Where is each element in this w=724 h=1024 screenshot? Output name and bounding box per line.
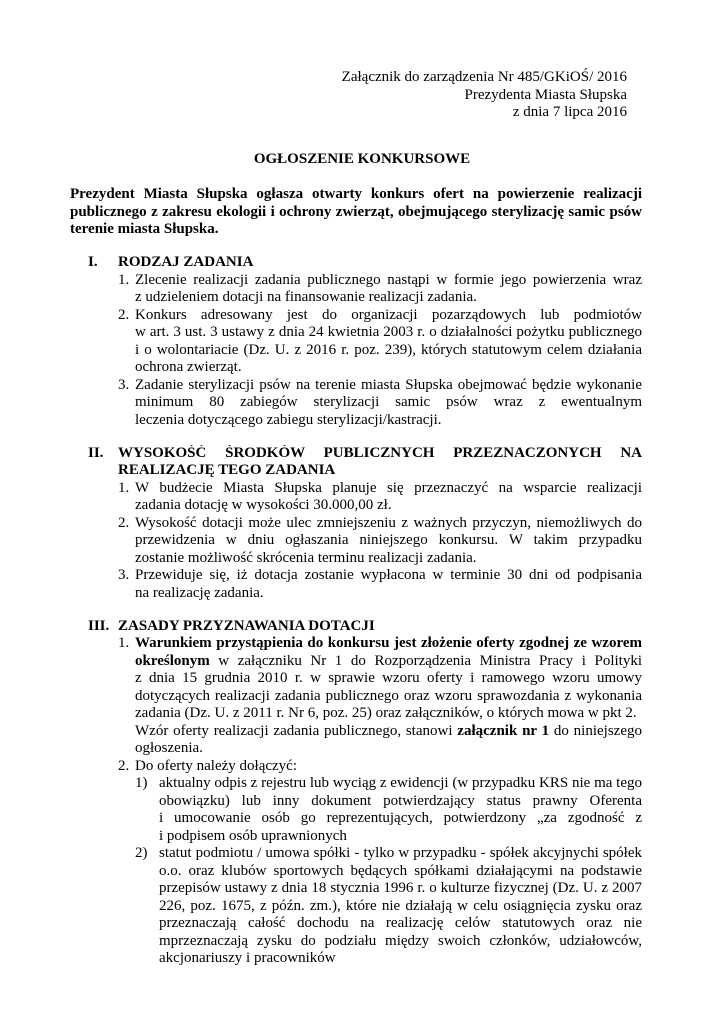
- sections: [70, 254, 642, 983]
- text-line: [135, 723, 642, 741]
- item-paragraph: [135, 567, 642, 602]
- text-run: Wzór oferty realizacji zadania publicznego, stanowi: [135, 722, 458, 739]
- list-item: [70, 515, 642, 568]
- text-line: przeznaczają całość dochodu na realizację celów statutowych oraz nie: [159, 915, 642, 931]
- section-heading: [70, 445, 642, 480]
- sub-item-number: 2): [135, 845, 148, 861]
- text-line: przewidzenia w dniu ogłaszania niniejszego konkursu. W takim przypadku: [135, 532, 642, 548]
- text-line: ogłoszenia.: [135, 740, 203, 756]
- item-number: 3.: [118, 567, 130, 583]
- text-line: [135, 635, 642, 653]
- list-item: [70, 635, 642, 758]
- document-title: OGŁOSZENIE KONKURSOWE: [253, 151, 471, 167]
- bold-text: określonym: [135, 652, 210, 669]
- item-paragraph: [135, 758, 642, 776]
- item-number: 1.: [118, 479, 130, 496]
- text-line: ochrona zwierząt.: [135, 359, 242, 375]
- text-line: statut podmiotu / umowa spółki - tylko w przypadku - spółek akcyjnychi spółek: [159, 845, 642, 861]
- text-line: Konkurs adresowany jest do organizacji pozarządowych lub podmiotów: [135, 306, 642, 323]
- text-line: w art. 3 ust. 3 ustawy z dnia 24 kwietnia 2003 r. o działalności pożytku publicznego: [135, 324, 642, 340]
- text-run: do niniejszego: [549, 722, 642, 739]
- list-item: [70, 567, 642, 602]
- text-line: WYSOKOŚĆ ŚRODKÓW PUBLICZNYCH PRZEZNACZONYCH NA: [118, 444, 642, 461]
- item-paragraph: [135, 480, 642, 515]
- sub-item: [135, 775, 642, 845]
- text-line: z dnia 15 grudnia 2010 r. w sprawie wzoru oferty i ramowego wzoru umowy: [135, 670, 642, 686]
- text-line: [135, 653, 642, 671]
- text-line: i podpisem osób uprawnionych: [159, 827, 347, 844]
- text-line: RODZAJ ZADANIA: [118, 254, 254, 270]
- section-heading: [70, 254, 642, 272]
- text-line: Prezydent Miasta Słupska ogłasza otwarty konkurs ofert na powierzenie realizacji: [70, 186, 642, 202]
- section-number: III.: [88, 617, 110, 634]
- text-line: Do oferty należy dołączyć:: [135, 757, 298, 774]
- header-line: Załącznik do zarządzenia Nr 485/GKiOŚ/ 2016: [341, 69, 627, 85]
- bold-text: załącznik nr 1: [457, 722, 550, 739]
- text-line: na realizację zadania.: [135, 584, 264, 601]
- item-number: 3.: [118, 376, 130, 393]
- text-line: terenie miasta Słupska.: [70, 221, 219, 237]
- text-line: zostanie możliwość skrócenia terminu realizacji zadania.: [135, 549, 477, 566]
- text-line: ZASADY PRZYZNAWANIA DOTACJI: [118, 617, 375, 634]
- text-line: mprzeznaczają zysku do podziału między swoich członków, udziałowców,: [159, 932, 642, 949]
- text-line: przepisów ustawy z dnia 18 stycznia 1996 r. o kulturze fizycznej (Dz. U. z 2007: [159, 880, 642, 896]
- section: [70, 618, 642, 968]
- header-line: Prezydenta Miasta Słupska: [464, 86, 627, 103]
- list-item: [70, 272, 642, 307]
- bold-text: Warunkiem przystąpienia do konkursu jest złożenie oferty zgodnej ze wzorem: [135, 635, 642, 651]
- text-line: Wysokość dotacji może ulec zmniejszeniu z ważnych przyczyn, niemożliwych do: [135, 514, 642, 531]
- text-line: REALIZACJĘ TEGO ZADANIA: [118, 462, 336, 478]
- list-item: [70, 307, 642, 377]
- item-paragraph: [135, 635, 642, 723]
- text-line: Zlecenie realizacji zadania publicznego nastąpi w formie jego powierzenia wraz: [135, 271, 642, 288]
- text-line: i umocowanie osób go reprezentujących, potwierdzony „za zgodność z: [159, 810, 642, 826]
- attachment-header: [342, 69, 627, 122]
- text-line: i o wolontariacie (Dz. U. z 2016 r. poz. 239), których statutowym celem działania: [135, 341, 642, 358]
- text-line: minimum 80 zabiegów sterylizacji samic psów wraz z ewentualnym: [135, 394, 642, 410]
- section-number: I.: [88, 254, 98, 270]
- item-number: 1.: [118, 635, 130, 651]
- list-item: [70, 377, 642, 430]
- item-number: 2.: [118, 514, 130, 531]
- item-paragraph: [135, 272, 642, 307]
- text-line: dotyczących realizacji zadania publicznego oraz wzoru sprawozdania z wykonania: [135, 687, 642, 704]
- text-line: aktualny odpis z rejestru lub wyciąg z ewidencji (w przypadku KRS nie ma tego: [159, 775, 642, 791]
- text-line: publicznego z zakresu ekologii i ochrony zwierząt, obejmującego sterylizację samic psów: [70, 203, 642, 220]
- sub-item-number: 1): [135, 775, 148, 791]
- text-line: leczenia dotyczącego zabiegu sterylizacji/kastracji.: [135, 411, 442, 428]
- text-line: Przewiduje się, iż dotacja zostanie wypłacona w terminie 30 dni od podpisania: [135, 567, 642, 583]
- sub-item: [135, 845, 642, 968]
- text-line: o.o. oraz klubów sportowych będących spółkami działającymi na podstawie: [159, 862, 642, 879]
- text-line: zadania dotację w wysokości 30.000,00 zł.: [135, 497, 392, 513]
- text-line: W budżecie Miasta Słupska planuje się przeznaczyć na wsparcie realizacji: [135, 479, 642, 496]
- item-paragraph: [135, 307, 642, 377]
- item-number: 2.: [118, 757, 130, 774]
- text-line: Zadanie sterylizacji psów na terenie miasta Słupska obejmować będzie wykonanie: [135, 376, 642, 393]
- text-line: akcjonariuszy i pracowników: [159, 950, 336, 966]
- item-paragraph: [135, 515, 642, 568]
- header-line: z dnia 7 lipca 2016: [512, 104, 627, 120]
- item-paragraph: [135, 723, 642, 758]
- section-number: II.: [88, 444, 104, 461]
- item-number: 2.: [118, 306, 130, 323]
- list-item: [70, 758, 642, 968]
- list-item: [70, 480, 642, 515]
- section: [70, 445, 642, 603]
- text-run: w załączniku Nr 1 do Rozporządzenia Ministra Pracy i Polityki: [218, 652, 642, 669]
- text-line: 226, poz. 1675, z późn. zm.), które nie działają w celu osiągnięcia zysku oraz: [159, 897, 642, 914]
- section: [70, 254, 642, 429]
- text-line: zadania (Dz. U. z 2011 r. Nr 6, poz. 25) oraz załączników, o których mowa w pkt 2.: [135, 705, 637, 721]
- section-heading: [70, 618, 642, 636]
- item-paragraph: [135, 377, 642, 430]
- text-line: obowiązku) lub inny dokument potwierdzający status prawny Oferenta: [159, 792, 642, 809]
- intro-paragraph: [70, 186, 642, 239]
- item-number: 1.: [118, 271, 130, 288]
- text-line: z udzieleniem dotacji na finansowanie realizacji zadania.: [135, 289, 477, 305]
